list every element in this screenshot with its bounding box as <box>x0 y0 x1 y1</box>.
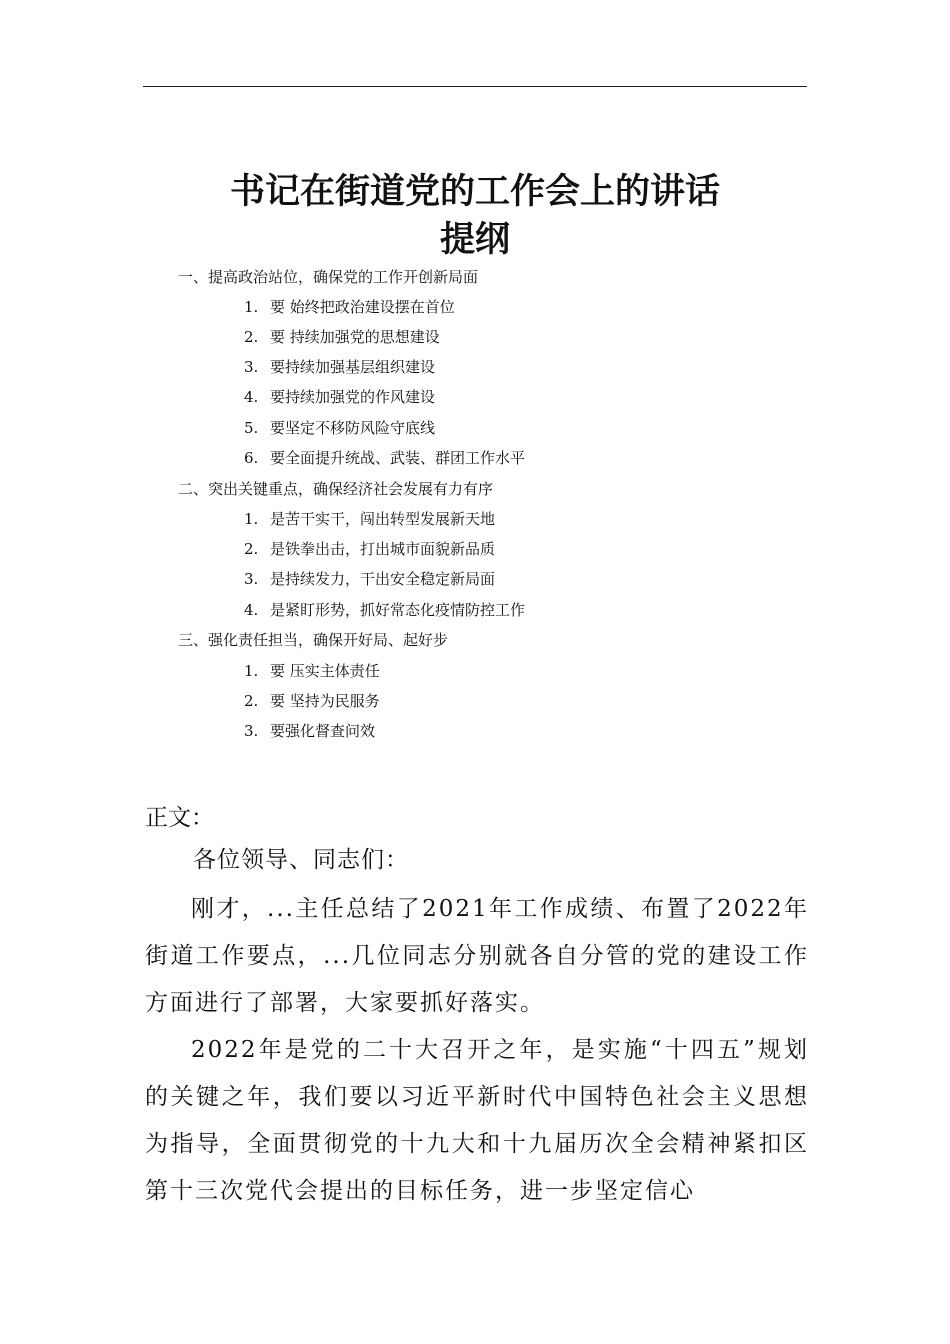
paragraph: 2022年是党的二十大召开之年，是实施“十四五”规划的关键之年，我们要以习近平新时代中国特色社会主义思想为指导，全面贯彻党的十九大和十九届历次全会精神紧扣区第十三次党代会提出的目标任务，进一步坚定信心 <box>145 1037 809 1204</box>
outline-heading: 一、提高政治站位，确保党的工作开创新局面 <box>178 268 479 286</box>
document-title <box>143 168 807 264</box>
outline-item: 2. 要 持续加强党的思想建设 <box>244 328 440 346</box>
body-paragraphs <box>145 886 809 1215</box>
header-rule <box>143 86 807 87</box>
outline-item: 4. 是紧盯形势，抓好常态化疫情防控工作 <box>244 601 526 619</box>
outline-item: 5. 要坚定不移防风险守底线 <box>244 419 436 437</box>
outline-item: 6. 要全面提升统战、武装、群团工作水平 <box>244 449 526 467</box>
outline-item: 1. 要 始终把政治建设摆在首位 <box>244 298 455 316</box>
outline-item: 3. 要持续加强基层组织建设 <box>244 358 436 376</box>
outline-heading: 三、强化责任担当，确保开好局、起好步 <box>178 631 449 649</box>
title-line-1: 书记在街道党的工作会上的讲话 <box>229 172 720 212</box>
outline-item: 4. 要持续加强党的作风建设 <box>244 388 436 406</box>
outline-item: 2. 要 坚持为民服务 <box>244 692 380 710</box>
outline-heading: 二、突出关键重点，确保经济社会发展有力有序 <box>178 480 494 498</box>
outline-item: 3. 是持续发力，干出安全稳定新局面 <box>244 570 496 588</box>
body-label: 正文： <box>145 805 214 831</box>
outline-item: 2. 是铁拳出击，打出城市面貌新品质 <box>244 540 496 558</box>
title-line-2: 提纲 <box>439 220 510 260</box>
outline-item: 1. 是苦干实干，闯出转型发展新天地 <box>244 510 496 528</box>
greeting: 各位领导、同志们： <box>193 847 409 873</box>
outline-item: 3. 要强化督查问效 <box>244 722 376 740</box>
outline-item: 1. 要 压实主体责任 <box>244 662 380 680</box>
paragraph: 刚才，...主任总结了2021年工作成绩、布置了2022年街道工作要点，...几位同志分别就各自分管的党的建设工作方面进行了部署，大家要抓好落实。 <box>145 896 809 1016</box>
